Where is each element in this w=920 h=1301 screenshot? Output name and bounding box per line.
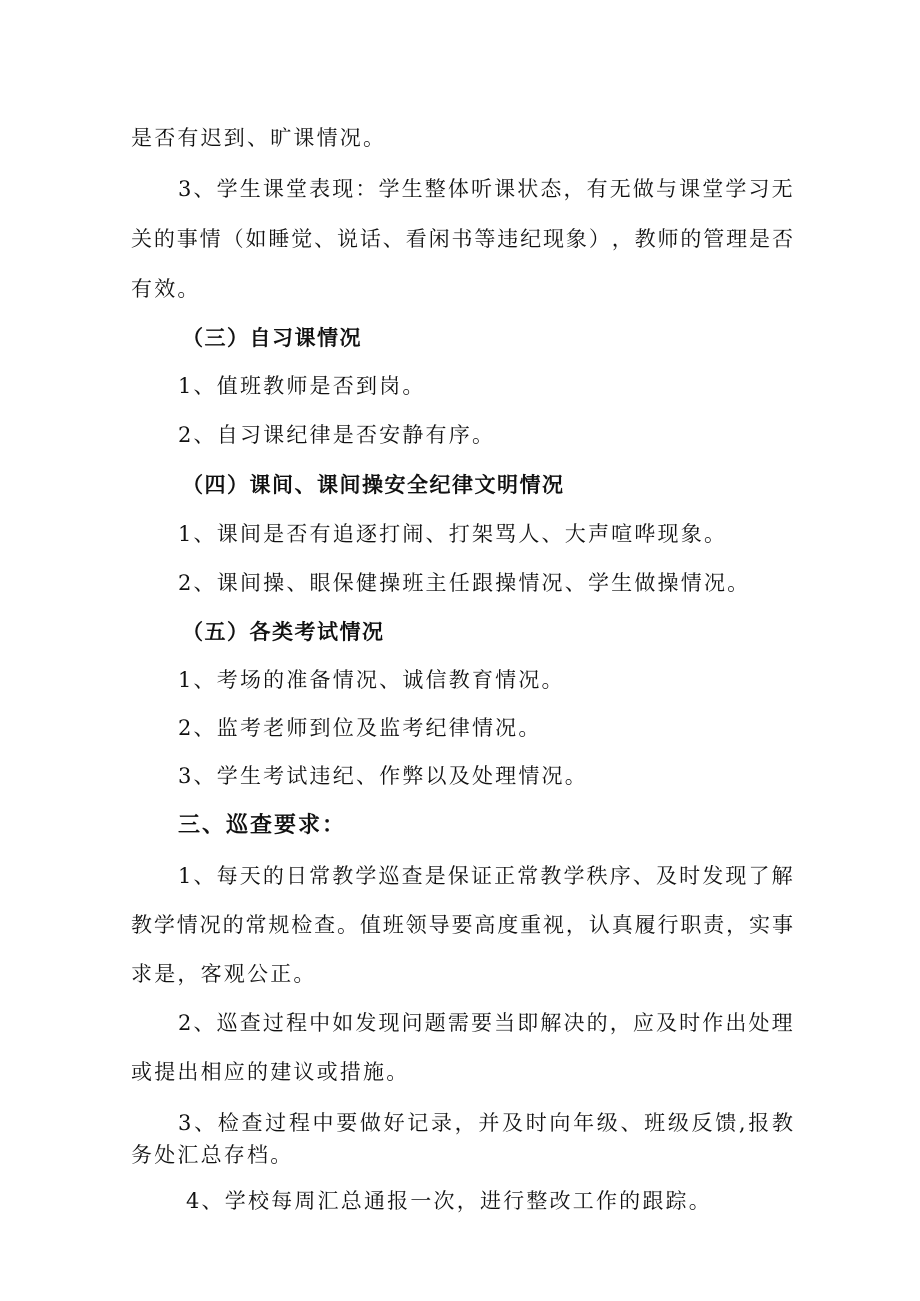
body-text-line: 关 的 事 情 （ 如 睡 觉 、 说 话 、 看 闲 书 等 违 纪 现 象 ） ， 教 师 的 管 理 是 否 — [131, 227, 793, 251]
body-text-line: 务处汇总存档。 — [131, 1143, 294, 1167]
list-item: 1、课间是否有追逐打闹、打架骂人、大声喧哗现象。 — [178, 522, 728, 546]
list-item: 4、学校每周汇总通报一次，进行整改工作的跟踪。 — [186, 1189, 712, 1213]
body-text-line: 2 、 巡 查 过 程 中 如 发 现 问 题 需 要 当 即 解 决 的 ， 应 及 时 作 出 处 理 — [178, 1011, 793, 1035]
section-heading: （三）自习课情况 — [182, 326, 362, 350]
body-text-line: 1 、 每 天 的 日 常 教 学 巡 查 是 保 证 正 常 教 学 秩 序 、 及 时 发 现 了 解 — [178, 864, 793, 888]
list-item: 1、考场的准备情况、诚信教育情况。 — [178, 668, 565, 692]
list-item: 2、自习课纪律是否安静有序。 — [178, 423, 496, 447]
body-text-line: 3 、 检 查 过 程 中 要 做 好 记 录 ， 并 及 时 向 年 级 、 班 级 反 馈 , 报 教 — [178, 1111, 793, 1135]
section-heading: （五）各类考试情况 — [182, 620, 385, 644]
body-text-line: 是否有迟到、旷课情况。 — [131, 126, 387, 150]
body-text-line: 求是，客观公正。 — [131, 962, 317, 986]
body-text-line: 3 、 学 生 课 堂 表 现 ： 学 生 整 体 听 课 状 态 ， 有 无 做 与 课 堂 学 习 无 — [178, 177, 793, 201]
body-text-line: 或提出相应的建议或措施。 — [131, 1060, 410, 1084]
section-heading: 三、巡查要求： — [178, 813, 347, 838]
list-item: 1、值班教师是否到岗。 — [178, 374, 426, 398]
list-item: 2、监考老师到位及监考纪律情况。 — [178, 716, 542, 740]
list-item: 3、学生考试违纪、作弊以及处理情况。 — [178, 764, 588, 788]
body-text-line: 教 学 情 况 的 常 规 检 查 。 值 班 领 导 要 高 度 重 视 ， 认 真 履 行 职 责 ， 实 事 — [131, 913, 793, 937]
section-heading: （四）课间、课间操安全纪律文明情况 — [182, 473, 565, 497]
body-text-line: 有效。 — [131, 277, 201, 301]
list-item: 2、课间操、眼保健操班主任跟操情况、学生做操情况。 — [178, 571, 751, 595]
